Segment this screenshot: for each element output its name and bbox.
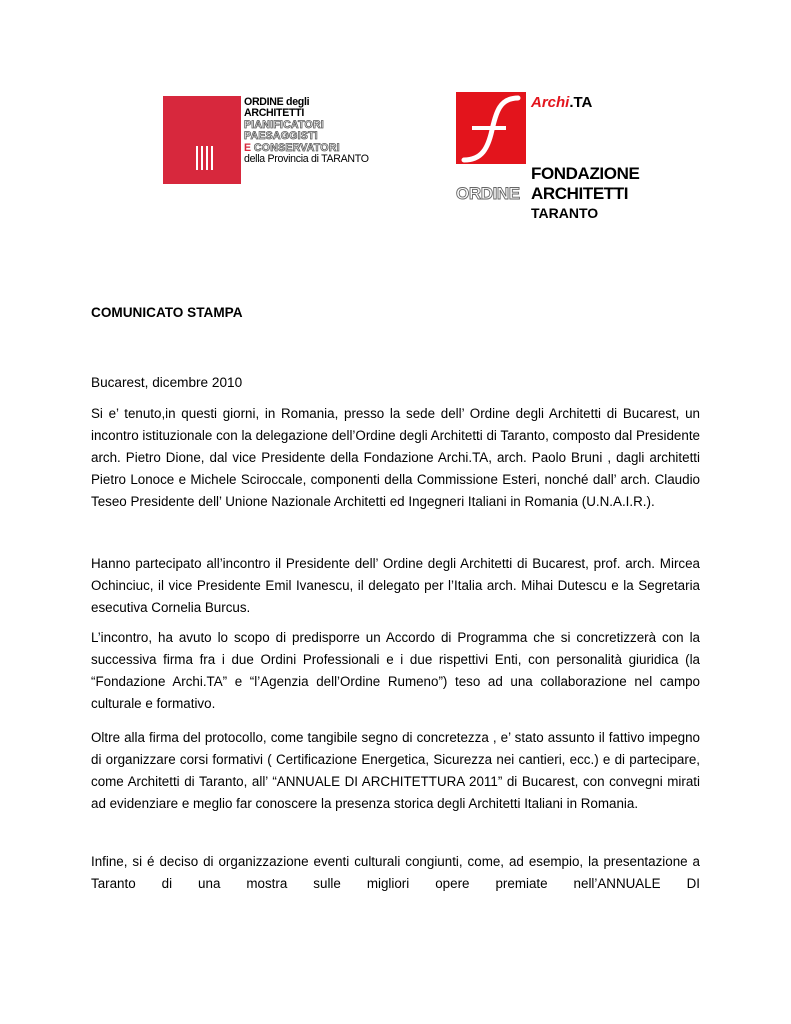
fondazione-logo-taranto: TARANTO (531, 205, 599, 221)
paragraph-3: L’incontro, ha avuto lo scopo di predisporre un Accordo di Programma che si concretizzerà con la successiva firma fra i due Ordini Professionali e i due rispettivi Enti, con personalità giuridica (la “Fondazione Archi.TA” e “l’Agenzia dell’Ordine Rumeno”) teso ad una collaborazione nel campo culturale e formativo. (91, 630, 700, 711)
fondazione-logo-ordine: ORDINE (456, 184, 520, 203)
ordine-logo-text (244, 97, 369, 165)
fondazione-logo-archi: Archi (531, 94, 570, 111)
fondazione-logo-archita (531, 94, 592, 111)
ordine-logo-line6: della Provincia di TARANTO (244, 153, 369, 166)
fondazione-logo-swoosh-icon (456, 92, 526, 164)
paragraph-1: Si e’ tenuto,in questi giorni, in Romania, presso la sede dell’ Ordine degli Architetti di Bucarest, un incontro istituzionale con la delegazione dell’Ordine degli Architetti di Taranto, composto dal Presidente arch. Pietro Dione, dal vice Presidente della Fondazione Archi.TA, arch. Paolo Bruni , dagli architetti Pietro Lonoce e Michele Sciroccale, componenti della Commissione Esteri, nonché dall’ arch. Claudio Teseo Presidente dell’ Unione Nazionale Architetti ed Ingegneri Italiani in Romania (U.N.A.I.R.). (91, 406, 700, 509)
paragraph-2: Hanno partecipato all’incontro il Presidente dell’ Ordine degli Architetti di Bucarest, prof. arch. Mircea Ochinciuc, il vice Presidente Emil Ivanescu, il delegato per l’Italia arch. Mihai Dutescu e la Segretaria esecutiva Cornelia Burcus. (91, 556, 700, 615)
ordine-architetti-logo (163, 96, 383, 184)
ordine-logo-line5-initial: E (244, 141, 251, 154)
document-dateline: Bucarest, dicembre 2010 (91, 375, 243, 390)
fondazione-logo-architetti: ARCHITETTI (531, 184, 629, 203)
ordine-logo-line2: ARCHITETTI (244, 107, 304, 120)
fondazione-logo-ta: .TA (569, 94, 593, 111)
fondazione-logo-fondazione: FONDAZIONE (531, 164, 640, 183)
ordine-logo-red-square (163, 96, 241, 184)
fondazione-logo-red-square (456, 92, 526, 164)
document-heading: COMUNICATO STAMPA (91, 305, 243, 320)
ordine-logo-line3: PIANIFICATORI (244, 118, 324, 131)
ordine-logo-line4: PAESAGGISTI (244, 130, 318, 143)
fondazione-archita-logo (456, 92, 638, 224)
paragraph-4: Oltre alla firma del protocollo, come tangibile segno di concretezza , e’ stato assunto il fattivo impegno di organizzare corsi formativi ( Certificazione Energetica, Sicurezza nei cantieri, ecc.) e di partecipare, come Architetti di Taranto, all’ “ANNUALE DI ARCHITETTURA 2011” di Bucarest, con convegni mirati ad evidenziare e meglio far conoscere la presenza storica degli Architetti Italiani in Romania. (91, 730, 700, 811)
paragraph-5: Infine, si é deciso di organizzazione eventi culturali congiunti, come, ad esempio, la presentazione a Taranto di una mostra sulle migliori opere premiate nell’ANNUALE DI (91, 854, 700, 891)
ordine-logo-line5-rest: CONSERVATORI (250, 141, 340, 154)
ordine-logo-line1: ORDINE degli (244, 96, 310, 108)
fondazione-logo-line2 (456, 184, 628, 204)
